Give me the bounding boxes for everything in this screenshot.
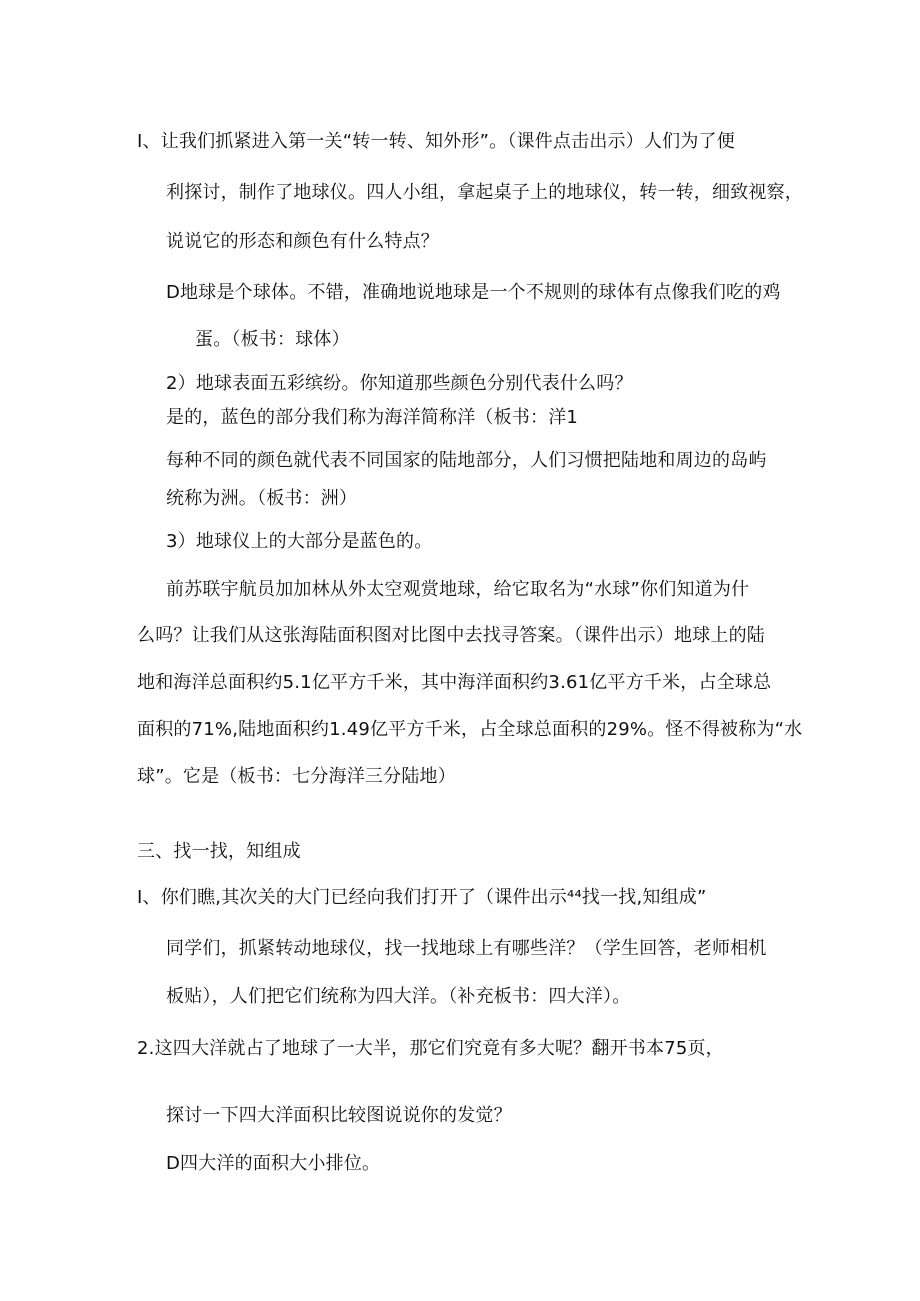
text-line: I、让我们抓紧进入第一关“转一转、知外形”。（课件点击出示）人们为了便: [137, 131, 735, 152]
text-line: 蛋。（板书：球体）: [195, 329, 350, 350]
text-line: 同学们，抓紧转动地球仪，找一找地球上有哪些洋？（学生回答，老师相机: [166, 938, 767, 959]
text-line: 说说它的形态和颜色有什么特点？: [166, 231, 439, 252]
text-line: 面积的71%,陆地面积约1.49亿平方千米，占全球总面积的29%。怪不得被称为“水: [137, 719, 803, 740]
text-line: 么吗？让我们从这张海陆面积图对比图中去找寻答案。（课件出示）地球上的陆: [137, 625, 765, 646]
section-heading: 三、找一找，知组成: [137, 841, 301, 862]
text-line: 是的，蓝色的部分我们称为海洋简称洋（板书：洋1: [166, 407, 579, 428]
text-line: 板贴），人们把它们统称为四大洋。（补充板书：四大洋）。: [166, 986, 631, 1007]
text-line: 2.这四大洋就占了地球了一大半，那它们究竟有多大呢？翻开书本75页，: [137, 1038, 724, 1059]
text-line: 前苏联宇航员加加林从外太空观赏地球，给它取名为“水球”你们知道为什: [166, 579, 750, 600]
text-line: 地和海洋总面积约5.1亿平方千米，其中海洋面积约3.61亿平方千米，占全球总: [137, 672, 772, 693]
text-line: 每种不同的颜色就代表不同国家的陆地部分，人们习惯把陆地和周边的岛屿: [166, 450, 767, 471]
text-line: 3）地球仪上的大部分是蓝色的。: [166, 531, 433, 552]
text-line: D四大洋的面积大小排位。: [166, 1153, 381, 1174]
text-line: 统称为洲。（板书：洲）: [166, 488, 358, 509]
text-line: I、你们瞧,其次关的大门已经向我们打开了（课件出示⁴⁴找一找,知组成”: [137, 887, 707, 908]
text-line: 探讨一下四大洋面积比较图说说你的发觉？: [166, 1105, 512, 1126]
text-line: 2）地球表面五彩缤纷。你知道那些颜色分别代表什么吗？: [166, 373, 633, 394]
text-line: 球”。它是（板书：七分海洋三分陆地）: [137, 766, 456, 787]
text-line: D地球是个球体。不错，准确地说地球是一个不规则的球体有点像我们吃的鸡: [166, 282, 781, 303]
text-line: 利探讨，制作了地球仪。四人小组，拿起桌子上的地球仪，转一转，细致视察，: [166, 182, 803, 203]
